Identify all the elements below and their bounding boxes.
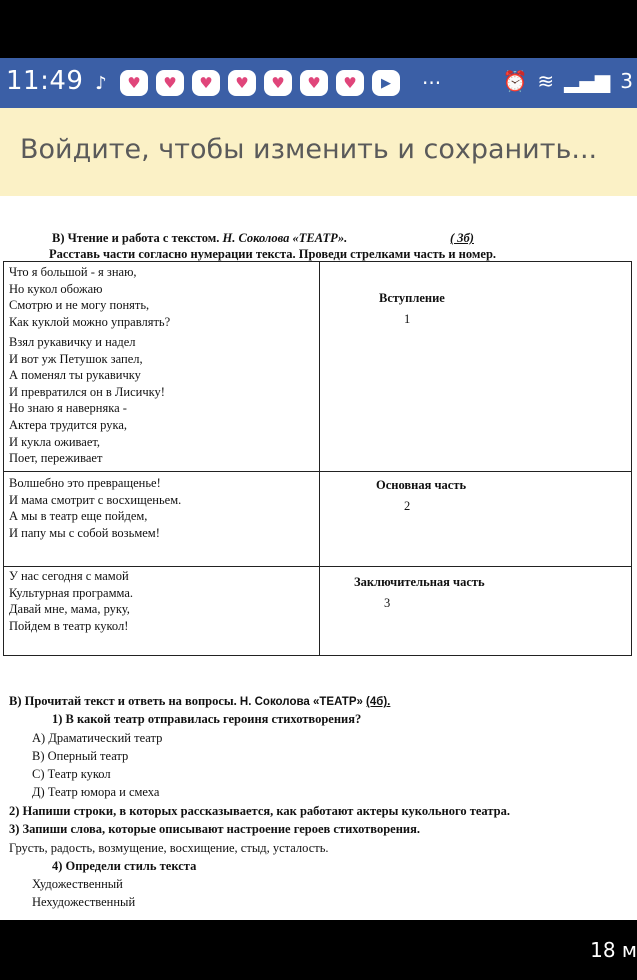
status-bar [0,58,637,108]
heart-icon: ♥ [336,70,364,96]
heart-icon: ♥ [264,70,292,96]
table-divider [4,566,631,567]
part-number: 1 [404,312,411,326]
poem-part: Взял рукавичку и надел И вот уж Петушок запел, А поменял ты рукавичку И превратился он в Лисичку! Но знаю я наверняка - Актера трудится рука, И кукла оживает, Поет, переживает [9,335,165,466]
section-heading [52,231,474,246]
heart-icon: ♥ [120,70,148,96]
top-black-band [0,0,637,58]
part-label: Основная часть [376,478,467,492]
table-divider [4,471,631,472]
style-option: Нехудожественный [32,895,136,909]
part-label: Вступление [379,291,445,305]
part-number: 2 [404,499,411,513]
matching-table [3,261,632,656]
sign-in-banner-text: Войдите, чтобы изменить и сохранить... [20,134,598,165]
poem-part: Волшебно это превращенье! И мама смотрит с восхищеньем. А мы в театр еще пойдем, И папу мы с собой возьмем! [9,476,182,540]
document-page [0,196,637,920]
footer-text: 18 м [590,938,637,962]
youtube-icon: ▶ [372,70,400,96]
tiktok-icon: ♪ [95,72,107,94]
question-1: 1) В какой театр отправилась героиня стихотворения? [52,712,362,726]
question-4: 4) Определи стиль текста [52,859,197,873]
signal-icon: ▂▄▆ [564,69,611,93]
answer-option: А) Драматический театр [32,731,163,745]
section2-title: В) Прочитай текст и ответь на вопросы. Н. Соколова «ТЕАТР» (4б). [9,694,391,708]
style-option: Художественный [32,877,123,891]
alarm-icon: ⏰ [502,69,528,93]
poem-part: Что я большой - я знаю, Но кукол обожаю Смотрю и не могу понять, Как куклой можно управлять? [9,265,171,329]
instruction-text: Расставь части согласно нумерации текста. Проведи стрелками часть и номер. [49,247,497,261]
heading-author: Н. Соколова «ТЕАТР». [222,231,348,245]
more-dots-icon: ··· [422,71,442,95]
answer-option: Д) Театр юмора и смеха [32,785,160,799]
heading-points: ( 3б) [450,231,474,245]
heart-icon: ♥ [156,70,184,96]
answer-option: С) Театр кукол [32,767,111,781]
wifi-icon: ≋ [537,69,555,93]
part-label: Заключительная часть [354,575,485,589]
battery-level: 3 [620,69,633,93]
heart-icon: ♥ [300,70,328,96]
heart-icon: ♥ [192,70,220,96]
notification-icons [90,70,441,96]
sign-in-banner[interactable] [0,108,637,196]
question-3-answer: Грусть, радость, возмущение, восхищение, стыд, усталость. [9,841,329,855]
question-2: 2) Напиши строки, в которых рассказывается, как работают актеры кукольного театра. [9,804,510,818]
answer-option: В) Оперный театр [32,749,129,763]
system-icons [502,69,633,93]
heading-prefix: В) Чтение и работа с текстом. [52,231,220,245]
question-3: 3) Запиши слова, которые описывают настроение героев стихотворения. [9,822,421,836]
status-time: 11:49 [6,66,84,96]
table-divider [319,262,320,655]
part-number: 3 [384,596,391,610]
heart-icon: ♥ [228,70,256,96]
poem-part: У нас сегодня с мамой Культурная программа. Давай мне, мама, руку, Пойдем в театр кукол! [9,569,133,633]
bottom-bar [0,920,637,980]
